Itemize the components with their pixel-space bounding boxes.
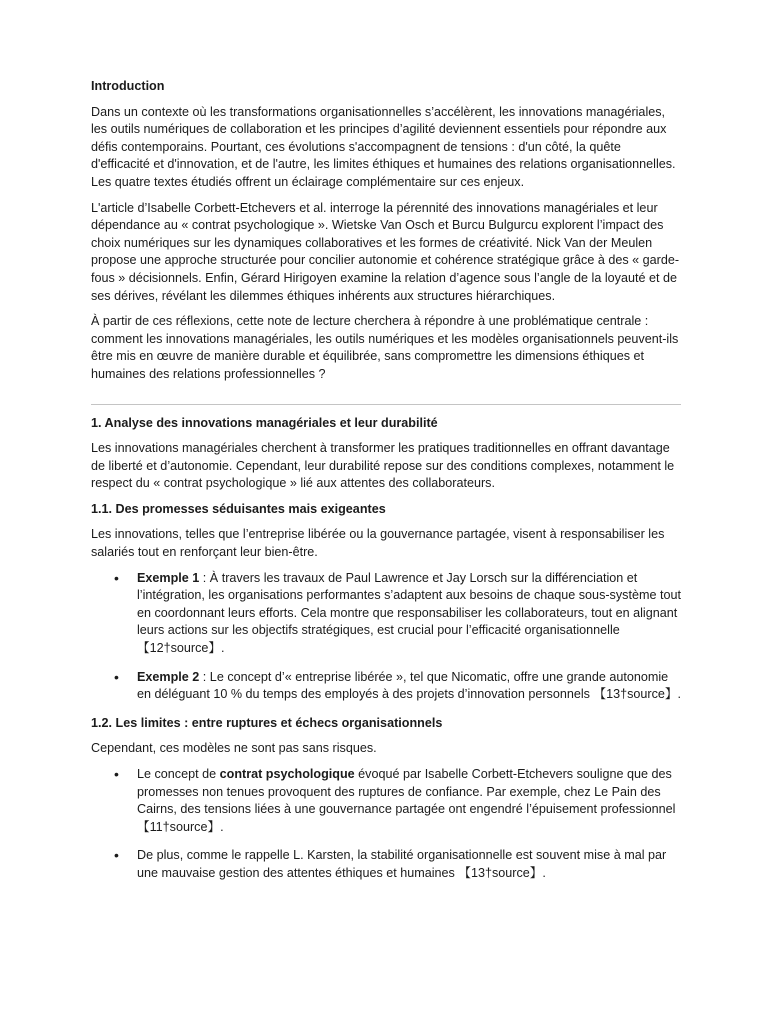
key-term: contrat psychologique xyxy=(219,767,355,781)
intro-heading: Introduction xyxy=(91,79,165,93)
intro-paragraph-3: À partir de ces réflexions, cette note de lecture cherchera à répondre à une problématique centrale : comment les innovations managériales, les outils numériques et les modèles organisationnels peuvent-ils être mis en œuvre de manière durable et équilibrée, sans compromettre les dimensions éthiques et humaines des relations professionnelles ? xyxy=(91,314,679,381)
bullet-icon: • xyxy=(114,569,119,586)
example-label: Exemple 1 xyxy=(137,570,200,585)
subsection-1-1-list xyxy=(91,570,681,704)
intro-paragraph-2: L'article d’Isabelle Corbett-Etchevers et al. interroge la pérennité des innovations managériales et leur dépendance au « contrat psychologique ». Wietske Van Osch et Burcu Bulgurcu explorent l’impact des choix numériques sur les dynamiques collaboratives et les formes de créativité. Nick Van der Meulen propose une approche structurée pour concilier autonomie et cohérence stratégique grâce à des « garde-fous » décisionnels. Enfin, Gérard Hirigoyen examine la relation d’agence sous l’angle de la loyauté et de ses dérives, révélant les dilemmes éthiques inhérents aux structures hiérarchiques. xyxy=(91,200,680,303)
list-item-text: : Le concept d’« entreprise libérée », tel que Nicomatic, offre une grande autonomie en déléguant 10 % du temps des employés à des projets d’innovation personnels xyxy=(137,669,669,702)
example-label: Exemple 2 xyxy=(137,669,200,684)
list-item-prefix: Le concept de xyxy=(137,767,220,781)
horizontal-divider xyxy=(91,404,681,405)
list-item xyxy=(91,766,681,836)
source-citation: 【11†source】. xyxy=(137,819,224,834)
bullet-icon: • xyxy=(114,847,119,864)
source-citation: 【13†source】. xyxy=(593,687,681,702)
list-item xyxy=(91,570,681,658)
subsection-1-1-paragraph: Les innovations, telles que l’entreprise libérée ou la gouvernance partagée, visent à responsabiliser les salariés tout en renforçant leur bien-être. xyxy=(91,527,665,560)
document-page xyxy=(91,78,681,894)
subsection-1-2-list xyxy=(91,766,681,883)
list-item-text: De plus, comme le rappelle L. Karsten, la stabilité organisationnelle est souvent mise à mal par une mauvaise gestion des attentes éthiques et humaines xyxy=(137,848,667,880)
section-1-heading: 1. Analyse des innovations managériales et leur durabilité xyxy=(91,415,438,430)
section-1-paragraph: Les innovations managériales cherchent à transformer les pratiques traditionnelles en offrant davantage de liberté et d’autonomie. Cependant, leur durabilité repose sur des conditions complexes, notamment le respect du « contrat psychologique » lié aux attentes des collaborateurs. xyxy=(91,441,675,491)
list-item-text: évoqué par Isabelle Corbett-Etchevers souligne que des promesses non tenues provoquent des ruptures de confiance. Par exemple, chez Le Pain des Cairns, des tensions liées à une gouvernance partagée ont engendré l’épuisement professionnel xyxy=(137,767,676,817)
list-item-text: : À travers les travaux de Paul Lawrence et Jay Lorsch sur la différenciation et l’intégration, les organisations performantes s’adaptent aux besoins de chaque sous-système tout en coordonnant leurs efforts. Cela montre que responsabiliser les collaborateurs, tout en alignant leurs actions sur les objectifs stratégiques, est crucial pour l’efficacité organisationnelle xyxy=(137,570,681,638)
subsection-1-2-heading: 1.2. Les limites : entre ruptures et échecs organisationnels xyxy=(91,715,443,730)
list-item xyxy=(91,669,681,704)
bullet-icon: • xyxy=(114,766,119,782)
list-item xyxy=(91,847,681,882)
intro-paragraph-1: Dans un contexte où les transformations organisationnelles s’accélèrent, les innovations managériales, les outils numériques de collaboration et les principes d’agilité deviennent essentiels pour répondre aux défis contemporains. Pourtant, ces évolutions s'accompagnent de tensions : d'un côté, la quête d'efficacité et d'innovation, et de l'autre, les limites éthiques et humaines des relations organisationnelles. Les quatre textes étudiés offrent un éclairage complémentaire sur ces enjeux. xyxy=(91,104,676,189)
source-citation: 【13†source】. xyxy=(458,865,546,880)
subsection-1-2-paragraph: Cependant, ces modèles ne sont pas sans risques. xyxy=(91,741,377,756)
bullet-icon: • xyxy=(114,668,119,685)
source-citation: 【12†source】. xyxy=(137,641,225,656)
subsection-1-1-heading: 1.1. Des promesses séduisantes mais exigeantes xyxy=(91,501,386,516)
